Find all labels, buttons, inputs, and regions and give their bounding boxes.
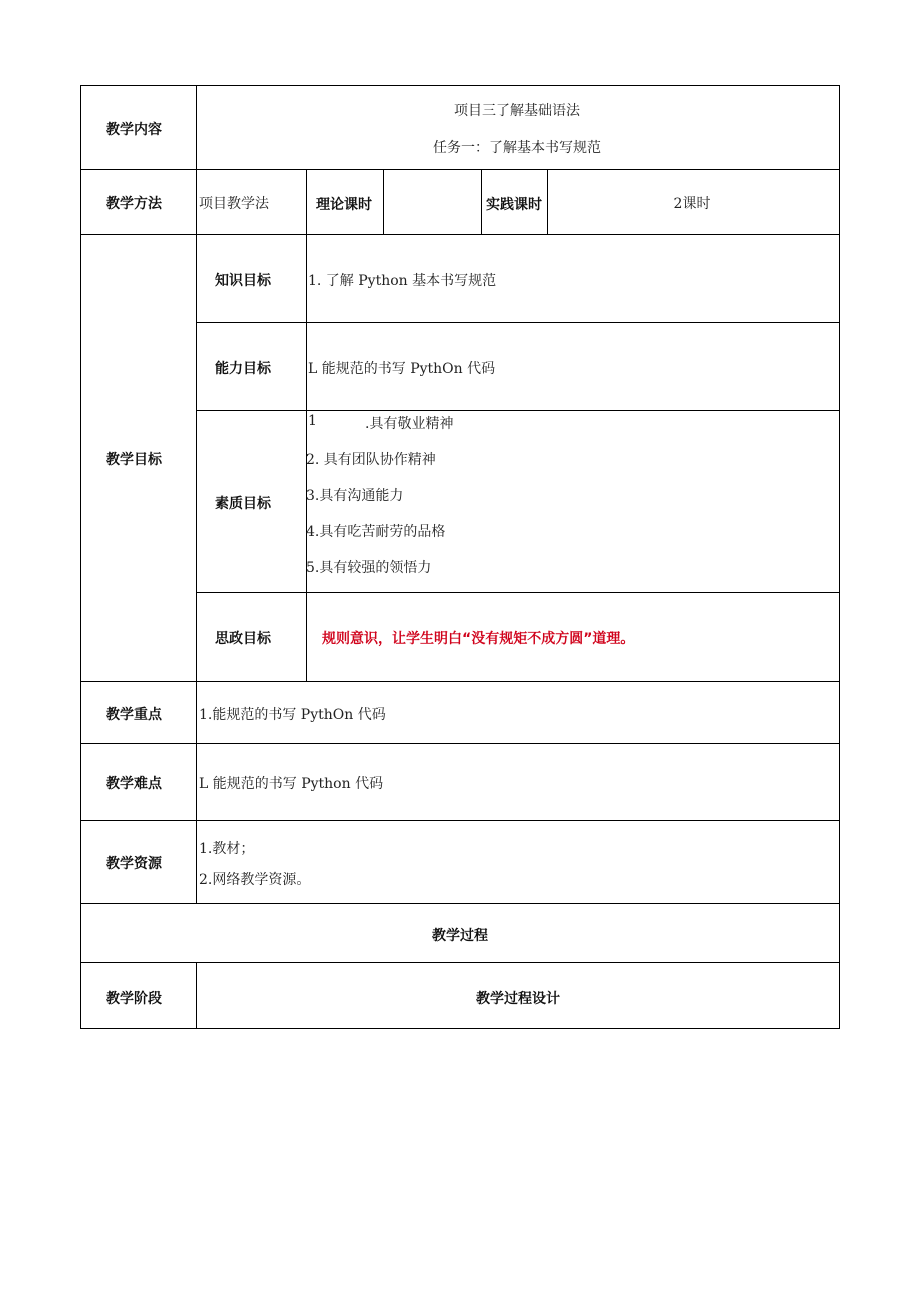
process-design-title: 教学过程设计	[476, 991, 560, 1007]
task-title: 任务一：了解基本书写规范	[433, 140, 601, 156]
col-border	[80, 85, 81, 1029]
method-value: 项目教学法	[199, 196, 269, 212]
row-border	[80, 169, 840, 170]
ability-goal-label: 能力目标	[215, 361, 271, 377]
quality-item: 5.具有较强的领悟力	[306, 560, 432, 576]
objectives-label: 教学目标	[106, 452, 162, 468]
col-border	[306, 169, 307, 234]
stage-label: 教学阶段	[106, 991, 162, 1007]
col-border	[383, 169, 384, 234]
quality-goal-label: 素质目标	[215, 496, 271, 512]
practice-hours-label: 实践课时	[486, 197, 542, 213]
row-border	[80, 85, 840, 86]
quality-item: .具有敬业精神	[365, 416, 454, 432]
row-border	[80, 681, 840, 682]
row-border	[80, 903, 840, 904]
col-border	[481, 169, 482, 234]
col-border	[547, 169, 548, 234]
row-border	[80, 820, 840, 821]
quality-item: 2. 具有团队协作精神	[306, 452, 436, 468]
row-border	[80, 234, 840, 235]
difficulty-text: L 能规范的书写 Python 代码	[199, 776, 384, 792]
row-border	[80, 743, 840, 744]
row-border	[80, 1028, 840, 1029]
row-border	[197, 410, 840, 411]
ability-goal-text: L 能规范的书写 PythOn 代码	[308, 361, 496, 377]
theory-hours-label: 理论课时	[316, 197, 372, 213]
row-border	[80, 962, 840, 963]
focus-label: 教学重点	[106, 707, 162, 723]
row-border	[197, 592, 840, 593]
process-title: 教学过程	[432, 928, 488, 944]
col-border	[839, 85, 840, 1029]
content-label: 教学内容	[106, 122, 162, 138]
knowledge-goal-text: 1. 了解 Python 基本书写规范	[308, 273, 497, 289]
ideology-goal-text: 规则意识，让学生明白“没有规矩不成方圆”道理。	[322, 631, 635, 647]
col-border	[196, 962, 197, 1029]
quality-item-number: 1	[308, 413, 317, 429]
method-label: 教学方法	[106, 196, 162, 212]
col-border	[196, 85, 197, 903]
row-border	[197, 322, 840, 323]
resources-line: 2.网络教学资源。	[199, 872, 311, 888]
resources-line: 1.教材；	[199, 841, 255, 857]
practice-hours-value: 2课时	[673, 196, 711, 212]
resources-label: 教学资源	[106, 856, 162, 872]
quality-item: 3.具有沟通能力	[306, 488, 404, 504]
focus-text: 1.能规范的书写 PythOn 代码	[199, 707, 386, 723]
difficulty-label: 教学难点	[106, 776, 162, 792]
quality-item: 4.具有吃苦耐劳的品格	[306, 524, 446, 540]
project-title: 项目三了解基础语法	[454, 103, 580, 119]
knowledge-goal-label: 知识目标	[215, 273, 271, 289]
ideology-goal-label: 思政目标	[215, 631, 271, 647]
